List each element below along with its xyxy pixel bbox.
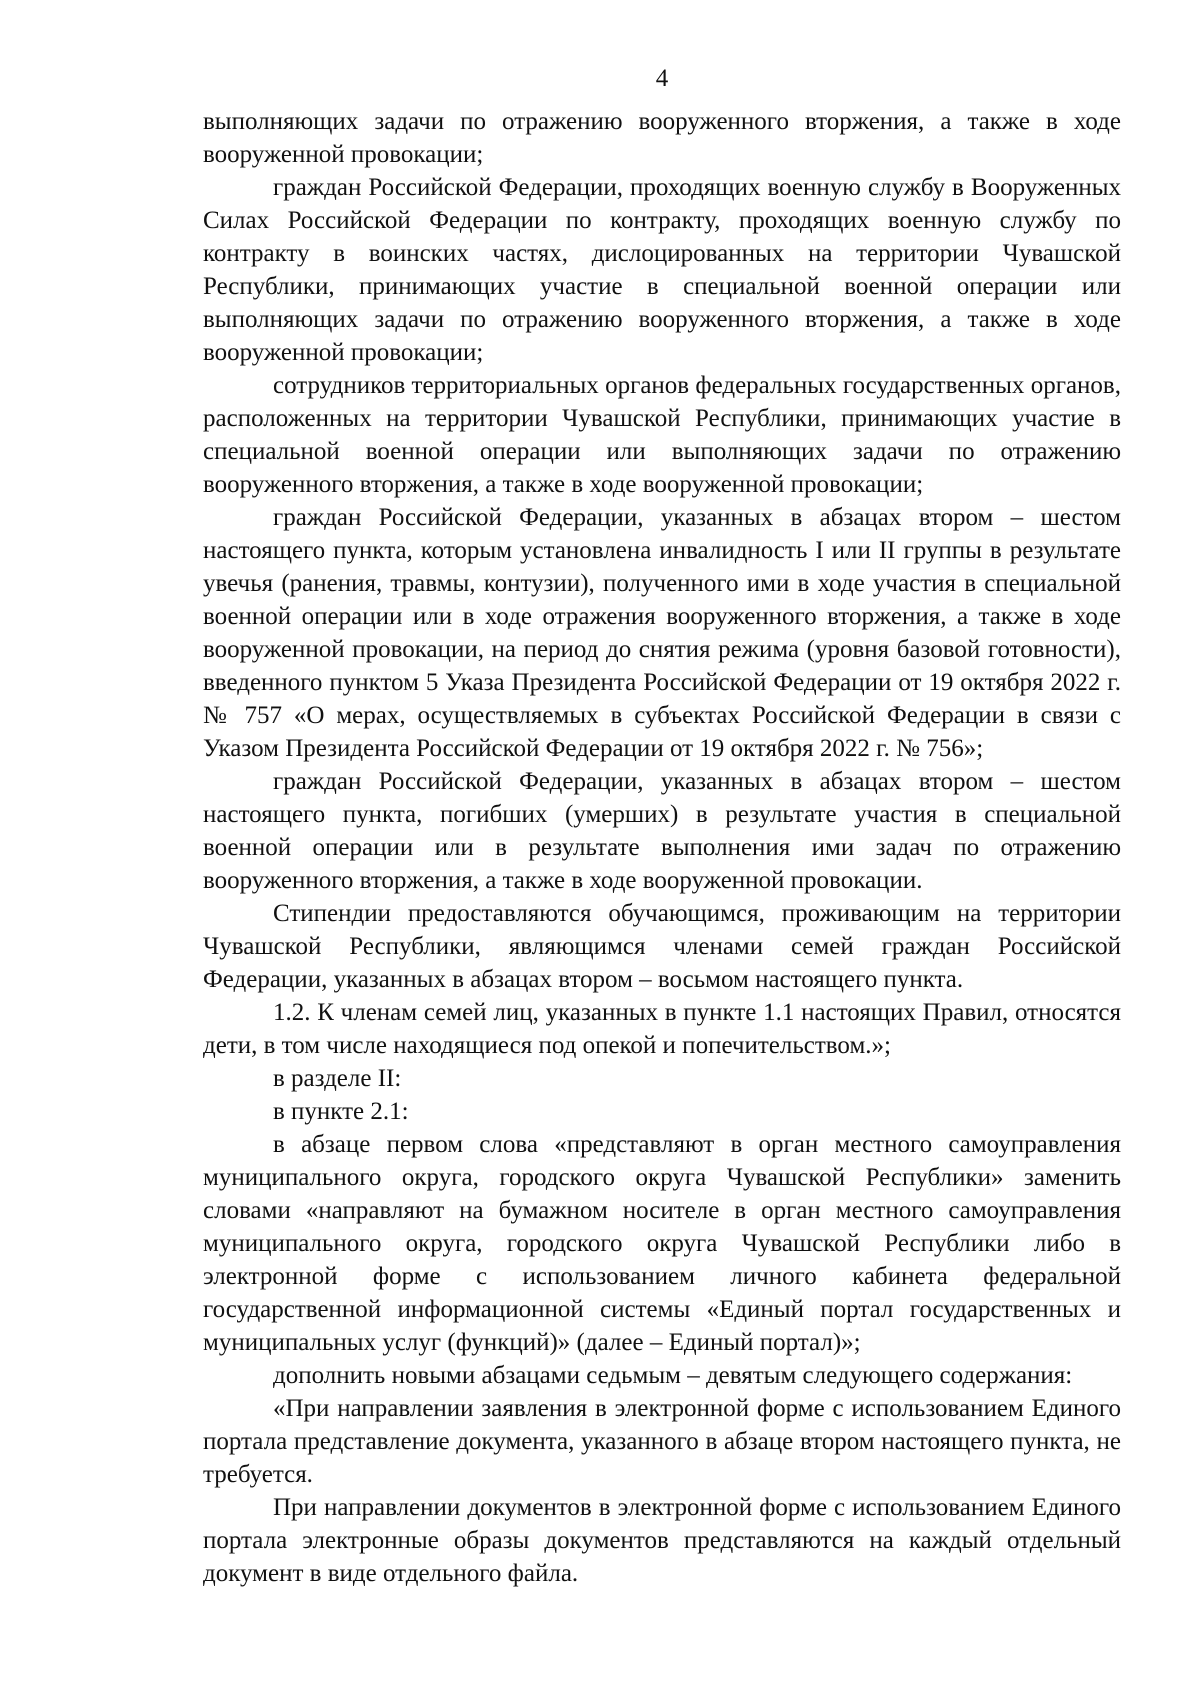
paragraph-13: При направлении документов в электронной форме с использованием Единого портала электронные образы документов представляются на каждый отдельный документ в виде отдельного файла.: [203, 1494, 1121, 1587]
paragraph-10: в абзаце первом слова «представляют в орган местного самоуправления муниципального округа, городского округа Чувашской Республики» заменить словами «направляют на бумажном носителе в орган местного самоуправления муниципального округа, городского округа Чувашской Республики либо в электронной форме с использованием личного кабинета федеральной государственной информационной системы «Единый портал государственных и муниципальных услуг (функций)» (далее – Единый портал)»;: [203, 1131, 1121, 1356]
paragraph-6: Стипендии предоставляются обучающимся, проживающим на территории Чувашской Республики, являющимся членами семей граждан Российской Федерации, указанных в абзацах втором – восьмом настоящего пункта.: [203, 900, 1121, 993]
paragraph-7: 1.2. К членам семей лиц, указанных в пункте 1.1 настоящих Правил, относятся дети, в том числе находящиеся под опекой и попечительством.»;: [203, 999, 1121, 1059]
page-number: 4: [655, 65, 669, 92]
paragraph-11: дополнить новыми абзацами седьмым – девятым следующего содержания:: [273, 1362, 1073, 1389]
paragraph-1: выполняющих задачи по отражению вооруженного вторжения, а также в ходе вооруженной провокации;: [203, 108, 1121, 168]
paragraph-9: в пункте 2.1:: [273, 1098, 409, 1125]
paragraph-2: граждан Российской Федерации, проходящих военную службу в Вооруженных Силах Российской Федерации по контракту, проходящих военную службу по контракту в воинских частях, дислоцированных на территории Чувашской Республики, принимающих участие в специальной военной операции или выполняющих задачи по отражению вооруженного вторжения, а также в ходе вооруженной провокации;: [203, 174, 1121, 366]
paragraph-8: в разделе II:: [273, 1065, 402, 1092]
document-page: [203, 62, 1121, 1590]
paragraph-5: граждан Российской Федерации, указанных в абзацах втором – шестом настоящего пункта, погибших (умерших) в результате участия в специальной военной операции или в результате выполнения ими задач по отражению вооруженного вторжения, а также в ходе вооруженной провокации.: [203, 768, 1121, 894]
paragraph-12: «При направлении заявления в электронной форме с использованием Единого портала представление документа, указанного в абзаце втором настоящего пункта, не требуется.: [203, 1395, 1121, 1488]
paragraph-3: сотрудников территориальных органов федеральных государственных органов, расположенных на территории Чувашской Республики, принимающих участие в специальной военной операции или выполняющих задачи по отражению вооруженного вторжения, а также в ходе вооруженной провокации;: [203, 372, 1121, 498]
paragraph-4: граждан Российской Федерации, указанных в абзацах втором – шестом настоящего пункта, которым установлена инвалидность I или II группы в результате увечья (ранения, травмы, контузии), полученного ими в ходе участия в специальной военной операции или в ходе отражения вооруженного вторжения, а также в ходе вооруженной провокации, на период до снятия режима (уровня базовой готовности), введенного пунктом 5 Указа Президента Российской Федерации от 19 октября 2022 г. № 757 «О мерах, осуществляемых в субъектах Российской Федерации в связи с Указом Президента Российской Федерации от 19 октября 2022 г. № 756»;: [203, 504, 1121, 762]
